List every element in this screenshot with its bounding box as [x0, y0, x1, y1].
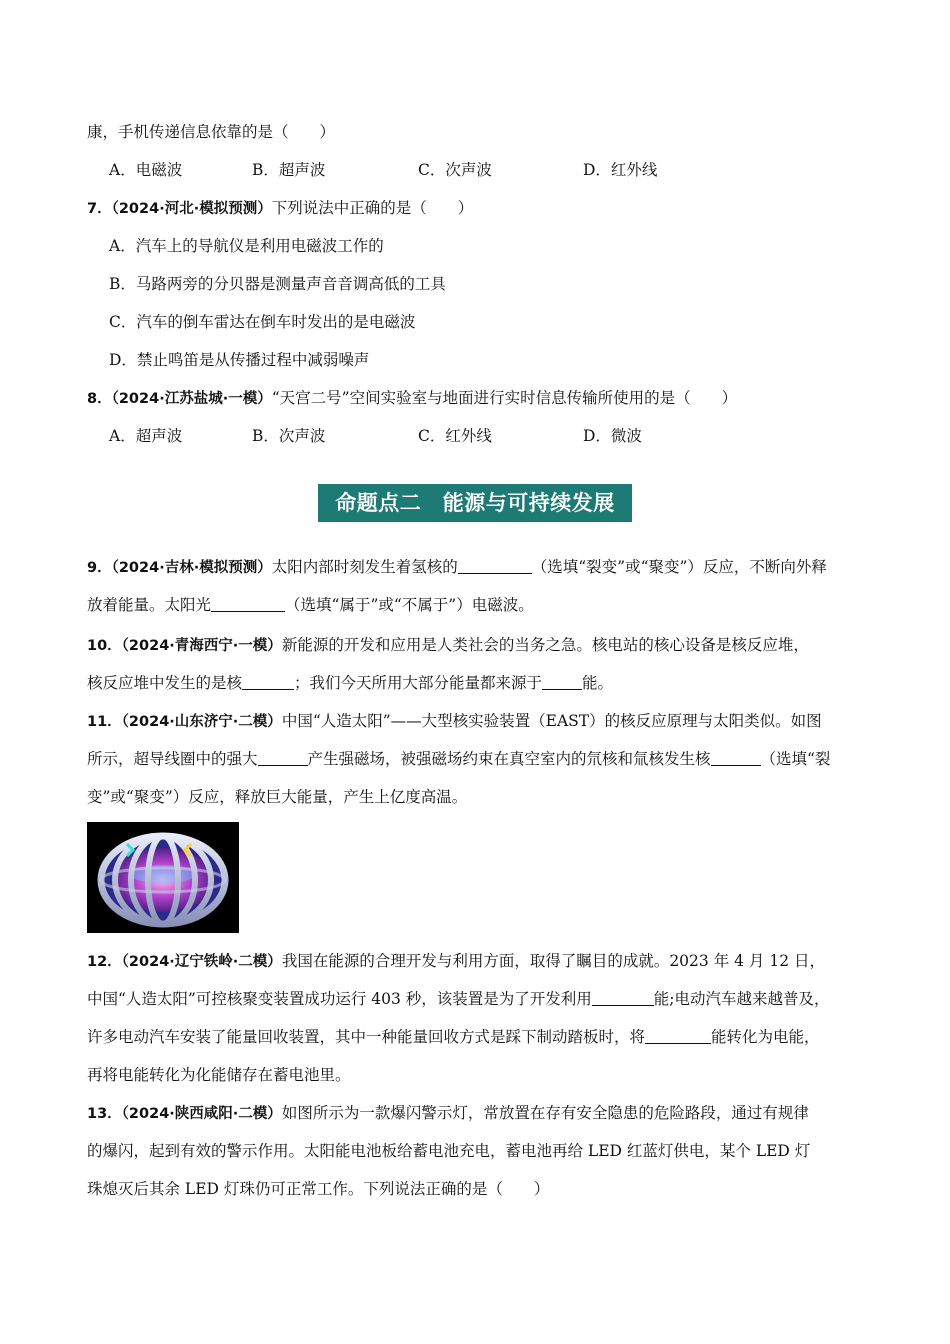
q9-text: （选填“属于”或“不属于”）电磁波。 [285, 596, 534, 614]
q10-text: 能。 [582, 674, 614, 692]
q13-line-1 [87, 1103, 809, 1124]
q7-option-b: B．马路两旁的分贝器是测量声音音调高低的工具 [109, 275, 446, 293]
q9-line-1 [87, 557, 827, 578]
q9-source-tag: 9．（2024·吉林·模拟预测） [87, 560, 272, 576]
q8-source-tag: 8．（2024·江苏盐城·一模） [87, 391, 272, 407]
q12-text: 能;电动汽车越来越普及， [653, 990, 830, 1008]
q8-question-text: “天宫二号”空间实验室与地面进行实时信息传输所使用的是（ ） [271, 389, 738, 407]
q9-blank-1[interactable] [458, 557, 532, 574]
q10-text: 核反应堆中发生的是核 [87, 674, 243, 692]
q12-line-3 [87, 1027, 820, 1047]
q11-source-tag: 11．（2024·山东济宁·二模） [87, 714, 282, 730]
q6-stem: 康，手机传递信息依靠的是（ ） [87, 123, 336, 141]
q12-text: 中国“人造太阳”可控核聚变装置成功运行 403 秒，该装置是为了开发利用 [87, 990, 592, 1008]
q10-blank-1[interactable] [242, 673, 294, 690]
q7-option-d: D．禁止鸣笛是从传播过程中减弱噪声 [109, 351, 370, 369]
q10-line-1 [87, 635, 809, 656]
q8-option-c: C．红外线 [418, 427, 492, 445]
q6-option-b: B．超声波 [252, 161, 326, 179]
q10-text: 新能源的开发和应用是人类社会的当务之急。核电站的核心设备是核反应堆， [281, 636, 809, 654]
q11-blank-2[interactable] [711, 749, 761, 766]
q12-text: 能转化为电能， [711, 1028, 820, 1046]
q6-option-c: C．次声波 [418, 161, 492, 179]
q8-option-d: D．微波 [583, 427, 642, 445]
section-title-banner: 命题点二 能源与可持续发展 [318, 484, 632, 522]
q13-source-tag: 13．（2024·陕西咸阳·二模） [87, 1106, 282, 1122]
q11-line-1 [87, 711, 822, 732]
q11-line-2 [87, 749, 830, 769]
q7-question-text: 下列说法中正确的是（ ） [271, 199, 474, 217]
q6-option-a: A．电磁波 [109, 161, 183, 179]
q6-option-d: D．红外线 [583, 161, 658, 179]
q13-text: 如图所示为一款爆闪警示灯，常放置在存有安全隐患的危险路段，通过有规律 [281, 1104, 809, 1122]
q12-blank-1[interactable] [592, 989, 654, 1006]
q11-text: 所示，超导线圈中的强大 [87, 750, 258, 768]
q11-blank-1[interactable] [258, 749, 308, 766]
tokamak-illustration [87, 822, 239, 933]
q10-line-2 [87, 673, 613, 693]
q7-source-tag: 7．（2024·河北·模拟预测） [87, 201, 272, 217]
q10-source-tag: 10．（2024·青海西宁·一模） [87, 638, 282, 654]
q12-blank-2[interactable] [645, 1027, 711, 1044]
q8-option-b: B．次声波 [252, 427, 326, 445]
q9-line-2 [87, 595, 534, 615]
q7-option-c: C．汽车的倒车雷达在倒车时发出的是电磁波 [109, 313, 416, 331]
q11-text: 中国“人造太阳”——大型核实验装置（EAST）的核反应原理与太阳类似。如图 [281, 712, 822, 730]
q12-line-4: 再将电能转化为化能储存在蓄电池里。 [87, 1066, 351, 1084]
q9-text: （选填“裂变”或“聚变”）反应，不断向外释 [531, 558, 827, 576]
q12-text: 我国在能源的合理开发与利用方面，取得了瞩目的成就。2023 年 4 月 12 日， [281, 952, 825, 970]
q13-line-3: 珠熄灭后其余 LED 灯珠仍可正常工作。下列说法正确的是（ ） [87, 1180, 550, 1198]
q11-line-3: 变”或“聚变”）反应，释放巨大能量，产生上亿度高温。 [87, 788, 468, 806]
q8-option-a: A．超声波 [109, 427, 183, 445]
q9-text: 放着能量。太阳光 [87, 596, 212, 614]
q11-text: 产生强磁场，被强磁场约束在真空室内的氘核和氚核发生核 [307, 750, 711, 768]
q7-option-a: A．汽车上的导航仪是利用电磁波工作的 [109, 237, 384, 255]
q13-line-2: 的爆闪，起到有效的警示作用。太阳能电池板给蓄电池充电，蓄电池再给 LED 红蓝灯供电，某个 LED 灯 [87, 1142, 811, 1160]
q8-stem [87, 388, 737, 409]
q10-text: ；我们今天所用大部分能量都来源于 [294, 674, 543, 692]
q11-text: （选填“裂 [760, 750, 831, 768]
q9-text: 太阳内部时刻发生着氢核的 [271, 558, 458, 576]
q12-line-1 [87, 951, 825, 972]
tokamak-image [87, 822, 239, 933]
q12-line-2 [87, 989, 830, 1009]
q12-text: 许多电动汽车安装了能量回收装置，其中一种能量回收方式是踩下制动踏板时，将 [87, 1028, 646, 1046]
q12-source-tag: 12．（2024·辽宁铁岭·二模） [87, 954, 282, 970]
q9-blank-2[interactable] [211, 595, 285, 612]
q10-blank-2[interactable] [542, 673, 582, 690]
q7-stem [87, 198, 473, 219]
